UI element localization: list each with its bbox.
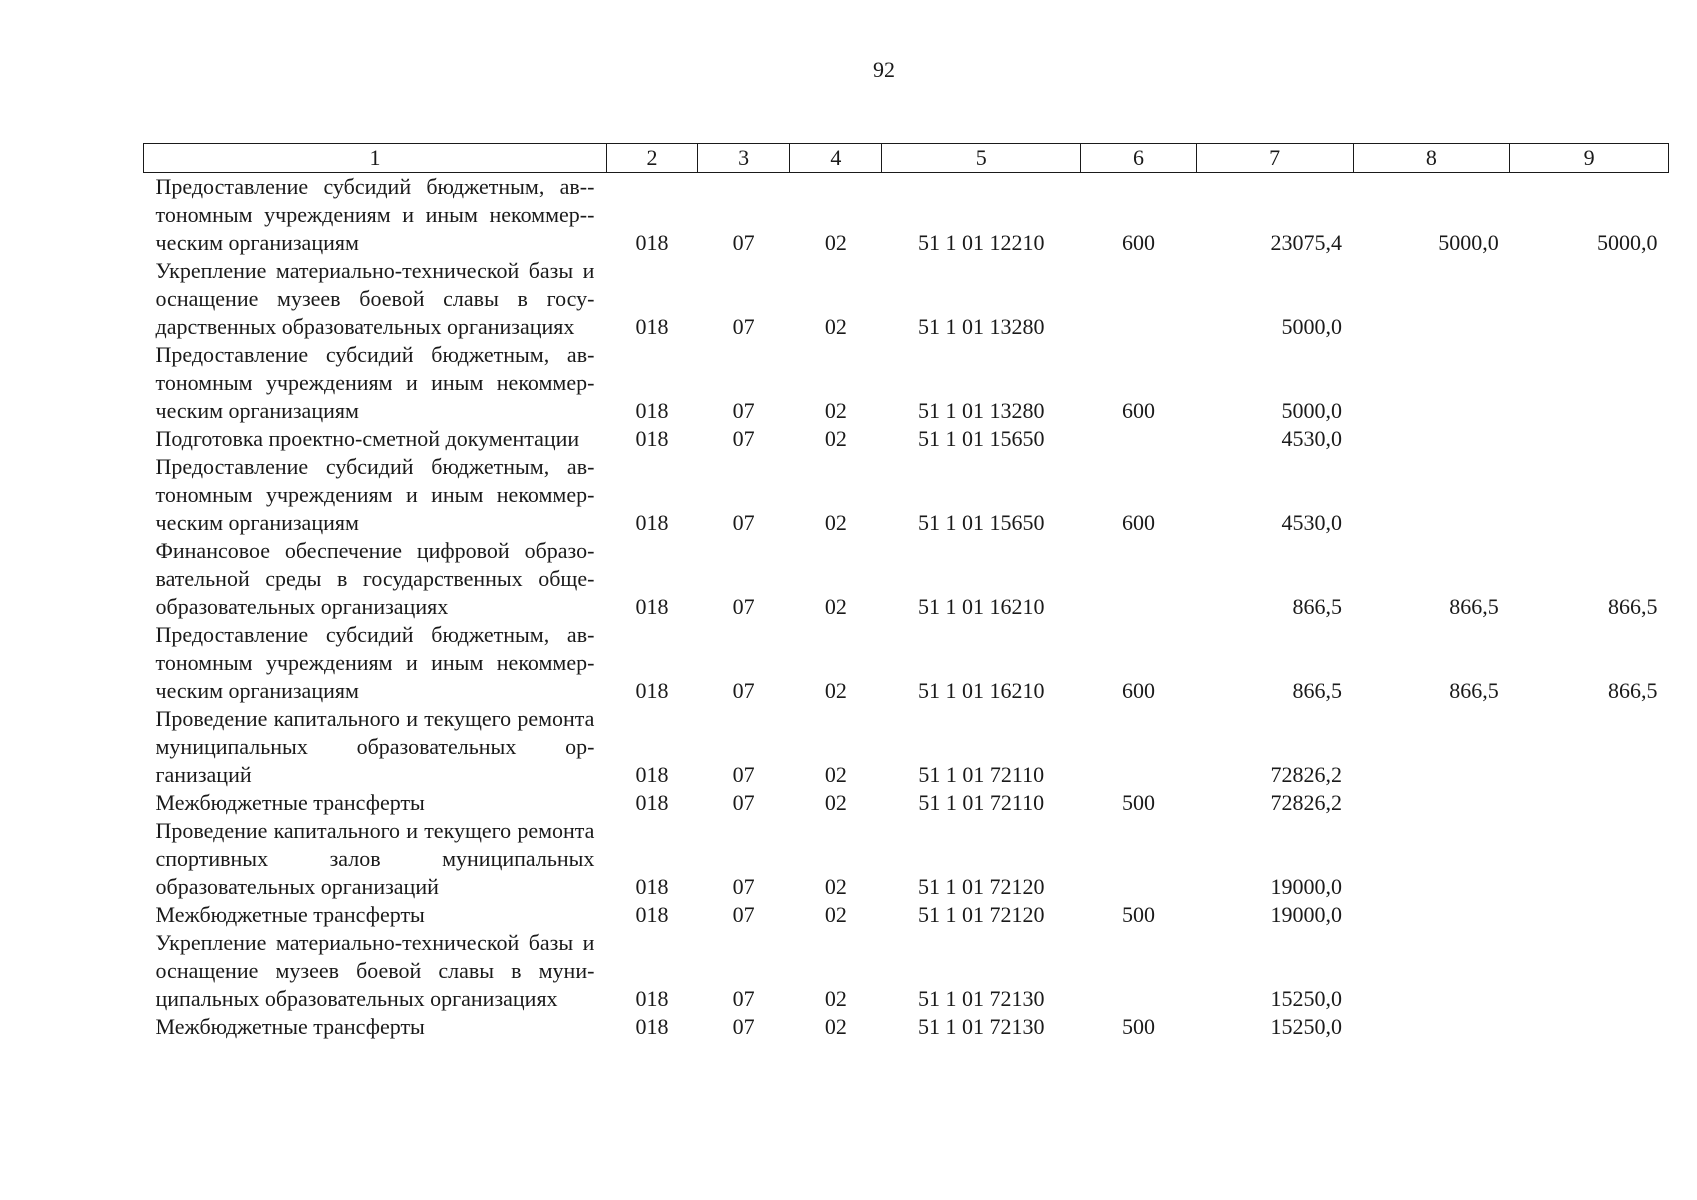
ministry-code-cell: 018 — [635, 314, 669, 339]
subsection-code-cell: 02 — [824, 510, 847, 535]
section-code-cell: 07 — [732, 790, 755, 815]
section-code-cell: 07 — [732, 986, 755, 1011]
amount-col7-cell: 4530,0 — [1281, 426, 1342, 451]
amount-col7-cell: 19000,0 — [1270, 874, 1342, 899]
amount-col9-cell — [1510, 705, 1669, 789]
subsection-code-cell: 02 — [824, 1014, 847, 1039]
ministry-code-cell: 018 — [635, 510, 669, 535]
column-header: 3 — [698, 144, 790, 173]
target-article-cell: 51 1 01 13280 — [918, 398, 1045, 423]
amount-col9-cell — [1510, 789, 1669, 817]
table-row — [144, 1013, 1669, 1041]
subsection-code-cell: 02 — [824, 594, 847, 619]
amount-col8-cell — [1353, 817, 1510, 901]
table-row — [144, 537, 1669, 621]
column-header: 4 — [790, 144, 882, 173]
amount-col7-cell: 866,5 — [1292, 678, 1342, 703]
item-name-cell: Подготовка проектно-сметной документации — [155, 426, 580, 451]
target-article-cell: 51 1 01 13280 — [918, 314, 1045, 339]
amount-col8-cell — [1353, 901, 1510, 929]
section-code-cell: 07 — [732, 762, 755, 787]
target-article-cell: 51 1 01 72120 — [918, 874, 1045, 899]
expense-type-cell — [1081, 537, 1197, 621]
amount-col7-cell: 5000,0 — [1281, 398, 1342, 423]
amount-col9-cell — [1510, 257, 1669, 341]
subsection-code-cell: 02 — [824, 678, 847, 703]
target-article-cell: 51 1 01 72110 — [918, 762, 1045, 787]
section-code-cell: 07 — [732, 678, 755, 703]
column-header: 5 — [882, 144, 1081, 173]
amount-col7-cell: 5000,0 — [1281, 314, 1342, 339]
amount-col8-cell — [1353, 789, 1510, 817]
table-row — [144, 705, 1669, 789]
subsection-code-cell: 02 — [824, 790, 847, 815]
column-header: 8 — [1353, 144, 1510, 173]
amount-col8-cell — [1353, 425, 1510, 453]
table-row — [144, 453, 1669, 537]
amount-col7-cell: 866,5 — [1292, 594, 1342, 619]
expense-type-cell — [1081, 425, 1197, 453]
ministry-code-cell: 018 — [635, 678, 669, 703]
ministry-code-cell: 018 — [635, 790, 669, 815]
page-number: 92 — [873, 57, 895, 82]
section-code-cell: 07 — [732, 314, 755, 339]
column-header: 9 — [1510, 144, 1669, 173]
expense-type-cell — [1081, 705, 1197, 789]
target-article-cell: 51 1 01 72110 — [918, 790, 1045, 815]
amount-col8-cell — [1353, 929, 1510, 1013]
amount-col8-cell — [1353, 1013, 1510, 1041]
section-code-cell: 07 — [732, 510, 755, 535]
target-article-cell: 51 1 01 16210 — [918, 594, 1045, 619]
expense-type-cell: 500 — [1121, 790, 1155, 815]
item-name-cell: Предоставление субсидий бюджетным, автономным учреждениям и иным некоммерческим организациям — [155, 342, 595, 423]
amount-col9-cell — [1510, 1013, 1669, 1041]
column-header: 7 — [1196, 144, 1353, 173]
amount-col7-cell: 19000,0 — [1270, 902, 1342, 927]
target-article-cell: 51 1 01 72130 — [918, 1014, 1045, 1039]
section-code-cell: 07 — [732, 902, 755, 927]
item-name-cell: Предоставление субсидий бюджетным, ав-тономным учреждениям и иным некоммер-ческим организациям — [155, 174, 595, 255]
subsection-code-cell: 02 — [824, 902, 847, 927]
target-article-cell: 51 1 01 16210 — [918, 678, 1045, 703]
item-name-cell: Предоставление субсидий бюджетным, автономным учреждениям и иным некоммерческим организациям — [155, 454, 595, 535]
section-code-cell: 07 — [732, 230, 755, 255]
item-name-cell: Проведение капитального и текущего ремонта муниципальных образовательных организаций — [155, 706, 595, 787]
section-code-cell: 07 — [732, 398, 755, 423]
amount-col8-cell: 866,5 — [1449, 594, 1499, 619]
section-code-cell: 07 — [732, 594, 755, 619]
amount-col8-cell: 5000,0 — [1438, 230, 1499, 255]
item-name-cell: Укрепление материально-технической базы и оснащение музеев боевой славы в муниципальных образовательных организациях — [155, 930, 595, 1011]
expense-type-cell: 600 — [1121, 678, 1155, 703]
amount-col9-cell: 866,5 — [1608, 594, 1658, 619]
target-article-cell: 51 1 01 15650 — [918, 426, 1045, 451]
amount-col7-cell: 4530,0 — [1281, 510, 1342, 535]
amount-col7-cell: 15250,0 — [1270, 986, 1342, 1011]
amount-col9-cell — [1510, 901, 1669, 929]
amount-col7-cell: 15250,0 — [1270, 1014, 1342, 1039]
item-name-cell: Проведение капитального и текущего ремонта спортивных залов муниципальных образовательных организаций — [155, 818, 595, 899]
ministry-code-cell: 018 — [635, 986, 669, 1011]
item-name-cell: Межбюджетные трансферты — [155, 1014, 425, 1039]
ministry-code-cell: 018 — [635, 1014, 669, 1039]
section-code-cell: 07 — [732, 1014, 755, 1039]
amount-col9-cell — [1510, 453, 1669, 537]
expense-type-cell: 600 — [1121, 230, 1155, 255]
table-row — [144, 621, 1669, 705]
amount-col8-cell — [1353, 257, 1510, 341]
ministry-code-cell: 018 — [635, 874, 669, 899]
ministry-code-cell: 018 — [635, 398, 669, 423]
item-name-cell: Межбюджетные трансферты — [155, 790, 425, 815]
table-row — [144, 257, 1669, 341]
ministry-code-cell: 018 — [635, 902, 669, 927]
budget-table — [143, 143, 1669, 1041]
section-code-cell: 07 — [732, 874, 755, 899]
table-row — [144, 901, 1669, 929]
target-article-cell: 51 1 01 72120 — [918, 902, 1045, 927]
amount-col8-cell — [1353, 453, 1510, 537]
table-row — [144, 789, 1669, 817]
expense-type-cell: 600 — [1121, 398, 1155, 423]
subsection-code-cell: 02 — [824, 314, 847, 339]
item-name-cell: Межбюджетные трансферты — [155, 902, 425, 927]
expense-type-cell — [1081, 257, 1197, 341]
amount-col9-cell — [1510, 817, 1669, 901]
target-article-cell: 51 1 01 15650 — [918, 510, 1045, 535]
column-header: 6 — [1081, 144, 1197, 173]
table-row — [144, 341, 1669, 425]
subsection-code-cell: 02 — [824, 762, 847, 787]
expense-type-cell: 500 — [1121, 902, 1155, 927]
expense-type-cell — [1081, 929, 1197, 1013]
ministry-code-cell: 018 — [635, 762, 669, 787]
amount-col8-cell: 866,5 — [1449, 678, 1499, 703]
table-row — [144, 817, 1669, 901]
expense-type-cell — [1081, 817, 1197, 901]
item-name-cell: Предоставление субсидий бюджетным, автономным учреждениям и иным некоммерческим организациям — [155, 622, 595, 703]
ministry-code-cell: 018 — [635, 426, 669, 451]
table-row — [144, 173, 1669, 258]
amount-col7-cell: 72826,2 — [1270, 790, 1342, 815]
target-article-cell: 51 1 01 72130 — [918, 986, 1045, 1011]
amount-col7-cell: 72826,2 — [1270, 762, 1342, 787]
amount-col9-cell — [1510, 929, 1669, 1013]
table-row — [144, 929, 1669, 1013]
target-article-cell: 51 1 01 12210 — [918, 230, 1045, 255]
amount-col9-cell — [1510, 341, 1669, 425]
subsection-code-cell: 02 — [824, 874, 847, 899]
amount-col7-cell: 23075,4 — [1270, 230, 1342, 255]
expense-type-cell: 500 — [1121, 1014, 1155, 1039]
amount-col9-cell: 5000,0 — [1597, 230, 1658, 255]
table-body — [144, 173, 1669, 1042]
amount-col8-cell — [1353, 341, 1510, 425]
ministry-code-cell: 018 — [635, 230, 669, 255]
item-name-cell: Финансовое обеспечение цифровой образовательной среды в государственных общеобразовательных организациях — [155, 538, 595, 619]
amount-col8-cell — [1353, 705, 1510, 789]
column-header: 2 — [606, 144, 697, 173]
subsection-code-cell: 02 — [824, 426, 847, 451]
subsection-code-cell: 02 — [824, 398, 847, 423]
item-name-cell: Укрепление материально-технической базы и оснащение музеев боевой славы в государственных образовательных организациях — [155, 258, 595, 339]
subsection-code-cell: 02 — [824, 230, 847, 255]
section-code-cell: 07 — [732, 426, 755, 451]
amount-col9-cell — [1510, 425, 1669, 453]
table-row — [144, 425, 1669, 453]
ministry-code-cell: 018 — [635, 594, 669, 619]
amount-col9-cell: 866,5 — [1608, 678, 1658, 703]
table-header-row — [144, 144, 1669, 173]
subsection-code-cell: 02 — [824, 986, 847, 1011]
expense-type-cell: 600 — [1121, 510, 1155, 535]
column-header: 1 — [144, 144, 607, 173]
